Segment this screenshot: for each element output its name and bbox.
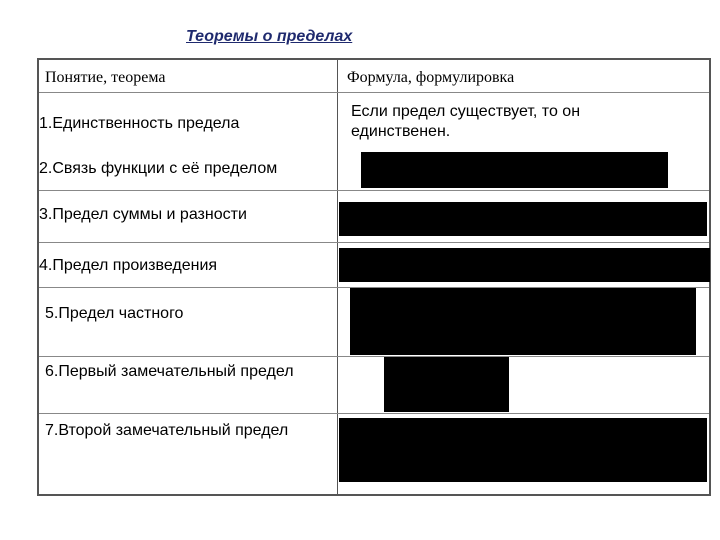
row-6-formula-image — [384, 357, 509, 412]
theorems-table — [37, 58, 711, 496]
row-7-concept: 7.Второй замечательный предел — [45, 422, 289, 439]
column-divider — [337, 60, 338, 494]
row-6-concept: 6.Первый замечательный предел — [45, 363, 294, 380]
row-4-concept: 4.Предел произведения — [39, 257, 218, 274]
row-5-formula-image — [350, 288, 696, 355]
page-title: Теоремы о пределах — [186, 28, 353, 45]
row-divider — [39, 356, 709, 357]
row-4-formula-image — [339, 248, 710, 282]
row-divider — [39, 190, 709, 191]
row-2-formula-image — [361, 152, 668, 188]
row-divider — [39, 242, 709, 243]
header-concept: Понятие, теорема — [45, 69, 166, 86]
row-divider — [39, 413, 709, 414]
row-2-concept: 2.Связь функции с её пределом — [39, 160, 278, 177]
row-1-formula: Если предел существует, то он единственен. — [351, 103, 581, 140]
row-1-concept: 1.Единственность предела — [39, 115, 240, 132]
row-7-formula-image — [339, 418, 707, 482]
row-5-concept: 5.Предел частного — [45, 305, 184, 322]
row-divider — [39, 92, 709, 93]
row-3-concept: 3.Предел суммы и разности — [39, 206, 247, 223]
row-3-formula-image — [339, 202, 707, 236]
header-formula: Формула, формулировка — [347, 69, 515, 86]
